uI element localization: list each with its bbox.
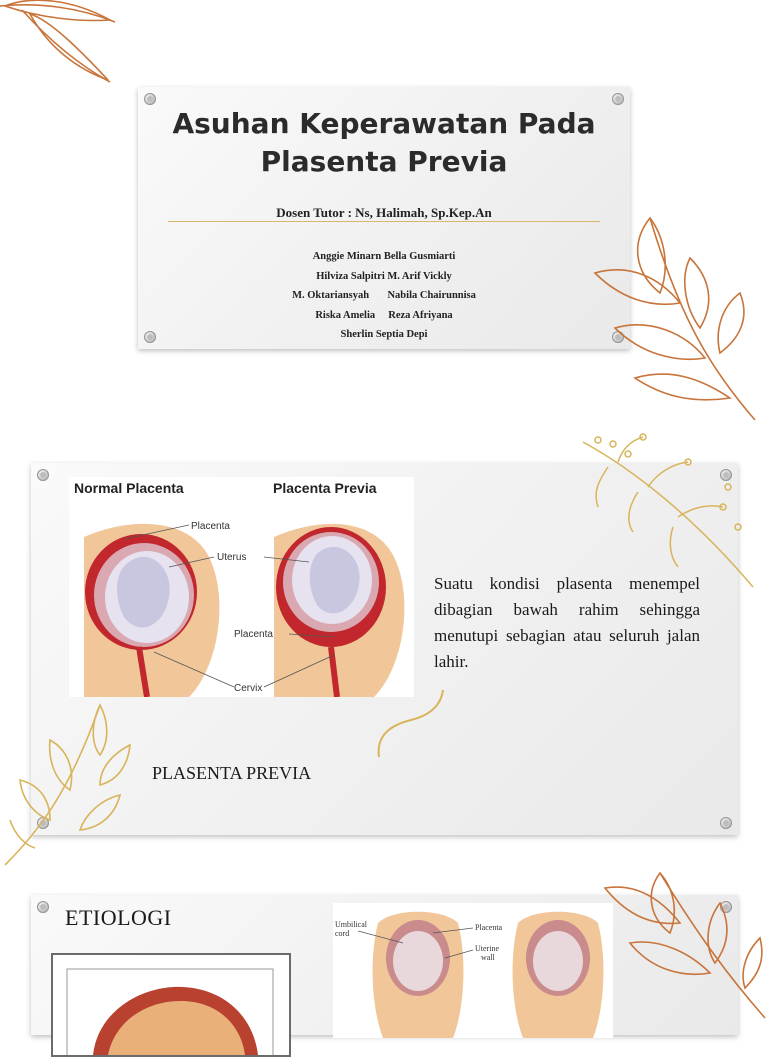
slide-label: PLASENTA PREVIA (152, 763, 312, 783)
figure-label-umbilical: Umbilical (335, 920, 367, 929)
label-placenta-mid: Placenta (234, 629, 273, 640)
member-line: Hilviza Salpitri M. Arif Vickly (316, 270, 452, 282)
photo-frame (51, 953, 291, 1057)
figure-label-uterine: Uterine (475, 944, 499, 953)
screw-icon (37, 901, 49, 913)
member-line: Anggie Minarn Bella Gusmiarti (312, 251, 456, 262)
screw-icon (144, 93, 156, 105)
swirl-icon (371, 685, 451, 765)
label-placenta-top: Placenta (191, 521, 230, 532)
label-uterus: Uterus (217, 552, 247, 563)
leaf-branch-icon (590, 208, 760, 423)
figure-label-cord: cord (335, 929, 350, 938)
figure-label-wall: wall (481, 953, 495, 962)
leaf-branch-icon (0, 0, 120, 90)
tutor-text: Dosen Tutor : Ns, Halimah, Sp.Kep.An (276, 205, 492, 220)
screw-icon (612, 93, 624, 105)
title-slide (138, 87, 630, 349)
member-line: M. Oktariansyah Nabila Chairunnisa (292, 290, 476, 301)
divider (168, 221, 600, 222)
figure-label-placenta: Placenta (475, 923, 503, 932)
diagram-heading-right: Placenta Previa (273, 480, 377, 496)
title-line-1: Asuhan Keperawatan Pada (172, 107, 596, 140)
leaf-branch-icon (0, 700, 140, 870)
screw-icon (37, 469, 49, 481)
placenta-diagram (69, 477, 414, 697)
label-cervix: Cervix (234, 683, 263, 694)
member-line: Riska Amelia Reza Afriyana (315, 309, 453, 321)
diagram-heading-left: Normal Placenta (74, 480, 184, 496)
etiologi-title: ETIOLOGI (65, 905, 172, 930)
title-line-2: Plasenta Previa (260, 145, 508, 178)
description-text: Suatu kondisi plasenta menempel dibagian bawah rahim sehingga menutupi sebagian atau seluruh jalan lahir. (434, 574, 700, 671)
leaf-branch-icon (600, 868, 768, 1024)
screw-icon (720, 817, 732, 829)
uterus-figure (333, 903, 613, 1038)
member-list (138, 247, 630, 345)
member-line: Sherlin Septia Depi (340, 329, 428, 340)
slide-title (138, 105, 630, 181)
uterus-photo (53, 955, 289, 1055)
leaf-branch-icon (578, 432, 758, 592)
